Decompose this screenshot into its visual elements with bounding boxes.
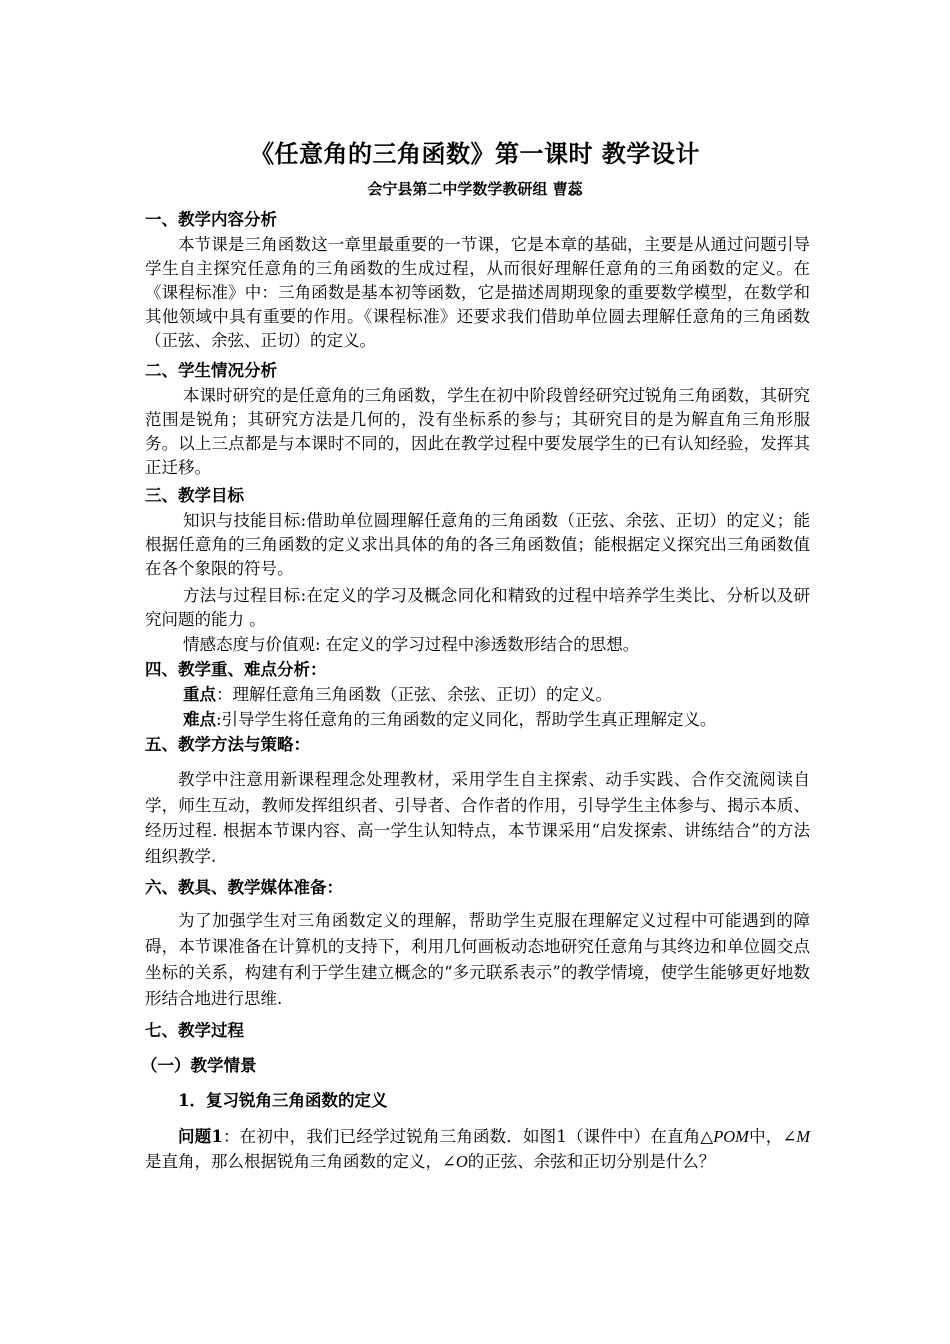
document-title: 《任意角的三角函数》第一课时 教学设计 <box>250 139 700 168</box>
question-1-text-c: 是直角，那么根据锐角三角函数的定义，∠ <box>145 1152 456 1171</box>
question-1-label: 问题1 <box>178 1127 223 1146</box>
section-1-paragraph: 本节课是三角函数这一章里最重要的一节课，它是本章的基础，主要是从通过问题引导学生自主探究任意角的三角函数的生成过程，从而很好理解任意角的三角函数的定义。在《课程标准》中：三角函数是基本初等函数，它是描述周期现象的重要数学模型，在数学和其他领域中具有重要的作用。《课程标准》还要求我们借助单位圆去理解任意角的三角函数（正弦、余弦、正切）的定义。 <box>145 235 810 350</box>
triangle-pom: POM <box>713 1127 749 1146</box>
section-5-paragraph: 教学中注意用新课程理念处理教材，采用学生自主探索、动手实践、合作交流阅读自学，师生互动，教师发挥组织者、引导者、合作者的作用，引导学生主体参与、揭示本质、经历过程. 根据本节课内容、高一学生认知特点，本节课采用“启发探索、讲练结合”的方法组织教学. <box>145 770 810 866</box>
angle-m: M <box>796 1127 811 1146</box>
section-4-heading: 四、教学重、难点分析： <box>145 660 327 679</box>
section-5-heading: 五、教学方法与策略： <box>145 735 310 754</box>
section-6-paragraph: 为了加强学生对三角函数定义的理解，帮助学生克服在理解定义过程中可能遇到的障碍，本节课准备在计算机的支持下，利用几何画板动态地研究任意角与其终边和单位圆交点坐标的关系，构建有利于学生建立概念的“多元联系表示”的教学情境，使学生能够更好地数形结合地进行思维. <box>145 911 810 1008</box>
section-3-paragraph-knowledge: 知识与技能目标:借助单位圆理解任意角的三角函数（正弦、余弦、正切）的定义；能根据任意角的三角函数的定义求出具体的角的各三角函数值；能根据定义探究出三角函数值在各个象限的符号。 <box>145 511 810 578</box>
section-7-heading: 七、教学过程 <box>145 1021 244 1040</box>
angle-o: O <box>455 1152 468 1171</box>
document-author: 会宁县第二中学数学教研组 曹蕊 <box>367 180 583 198</box>
subsection-teaching-scenario: （一）教学情景 <box>141 1056 257 1075</box>
section-3-heading: 三、教学目标 <box>145 486 244 505</box>
question-1-text-a: ：在初中，我们已经学过锐角三角函数．如图1（课件中）在直角△ <box>222 1127 714 1146</box>
section-6-heading: 六、教具、教学媒体准备： <box>145 878 343 897</box>
subsection-review-acute-angle: 1．复习锐角三角函数的定义 <box>178 1091 388 1110</box>
difficult-point-text: :引导学生将任意角的三角函数的定义同化，帮助学生真正理解定义。 <box>216 710 717 729</box>
section-1-heading: 一、教学内容分析 <box>145 210 277 229</box>
difficult-point-line <box>145 708 810 732</box>
section-2-paragraph: 本课时研究的是任意角的三角函数，学生在初中阶段曾经研究过锐角三角函数，其研究范围是锐角；其研究方法是几何的，没有坐标系的参与；其研究目的是为解直角三角形服务。以上三点都是与本课时不同的，因此在教学过程中要发展学生的已有认知经验，发挥其正迁移。 <box>145 386 810 477</box>
section-3-paragraph-emotion: 情感态度与价值观: 在定义的学习过程中渗透数形结合的思想。 <box>183 635 640 654</box>
section-3-paragraph-method: 方法与过程目标:在定义的学习及概念同化和精致的过程中培养学生类比、分析以及研究问题的能力 。 <box>145 586 810 629</box>
key-point-text: ：理解任意角三角函数（正弦、余弦、正切）的定义。 <box>216 685 612 704</box>
question-1-text-b: 中，∠ <box>748 1127 797 1146</box>
question-1-paragraph <box>145 1124 810 1174</box>
question-1-text-d: 的正弦、余弦和正切分别是什么？ <box>467 1152 716 1171</box>
difficult-point-label: 难点 <box>183 710 216 729</box>
section-2-heading: 二、学生情况分析 <box>145 361 277 380</box>
key-point-label: 重点 <box>183 685 216 704</box>
key-point-line <box>145 683 810 707</box>
